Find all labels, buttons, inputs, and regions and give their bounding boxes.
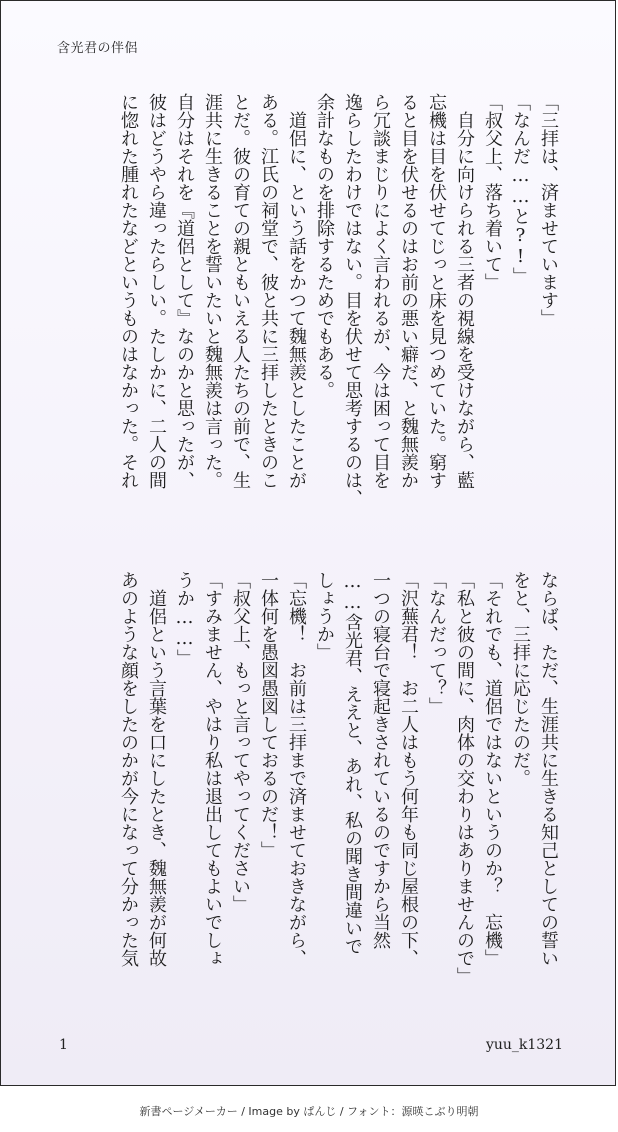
page-number: 1 <box>59 1037 68 1053</box>
footer-credit: 新書ページメーカー / Image by ぱんじ / フォント：源暎こぶり明朝 <box>139 1105 479 1118</box>
lower-text-block: ならば、ただ、生涯共に生きる知己としての誓い をと、三拝に応じたのだ。 「それでも、道侶ではないというのか？ 忘機」 「私と彼の間に、肉体の交わりはありませんので」 「なんだって？」 「沢蕪君！ お二人はもう何年も同じ屋根の下、 一つの寝台で寝起きされているのですから当然 ……含光君、ええと、あれ、私の聞き間違いで しょうか」 「忘機！ お前は三拝まで済ませておきながら、 一体何を愚図愚図しておるのだ！」 「叔父上、もっと言ってやってください」 「すみません、やはり私は退出してもよいでしょ うか……」 道侶という言葉を口にしたとき、魏無羨が何故 あのような顔をしたのかが今になって分かった気 <box>118 571 559 985</box>
author-handle: yuu_k1321 <box>485 1037 563 1053</box>
upper-text-block: 「三拝は、済ませています」 「なんだ……と?!」 「叔父上、落ち着いて」 自分に向けられる三者の視線を受けながら、藍 忘機は目を伏せてじっと床を見つめていた。窮す ると目を伏せるのはお前の悪い癖だ、と魏無羨か ら冗談まじりによく言われるが、今は困って目を 逸らしたわけではない。目を伏せて思考するのは、 余計なものを排除するためでもある。 道侶に、という話をかつて魏無羨としたことが ある。江氏の祠堂で、彼と共に三拝したときのこ とだ。彼の育ての親ともいえる人たちの前で、生 涯共に生きることを誓いたいと魏無羨は言った。 自分はそれを『道侶として』なのかと思ったが、 彼はどうやら違ったらしい。たしかに、二人の間 に惚れた腫れたなどというものはなかった。それ <box>118 93 559 507</box>
book-title: 含光君の伴侶 <box>57 41 139 56</box>
